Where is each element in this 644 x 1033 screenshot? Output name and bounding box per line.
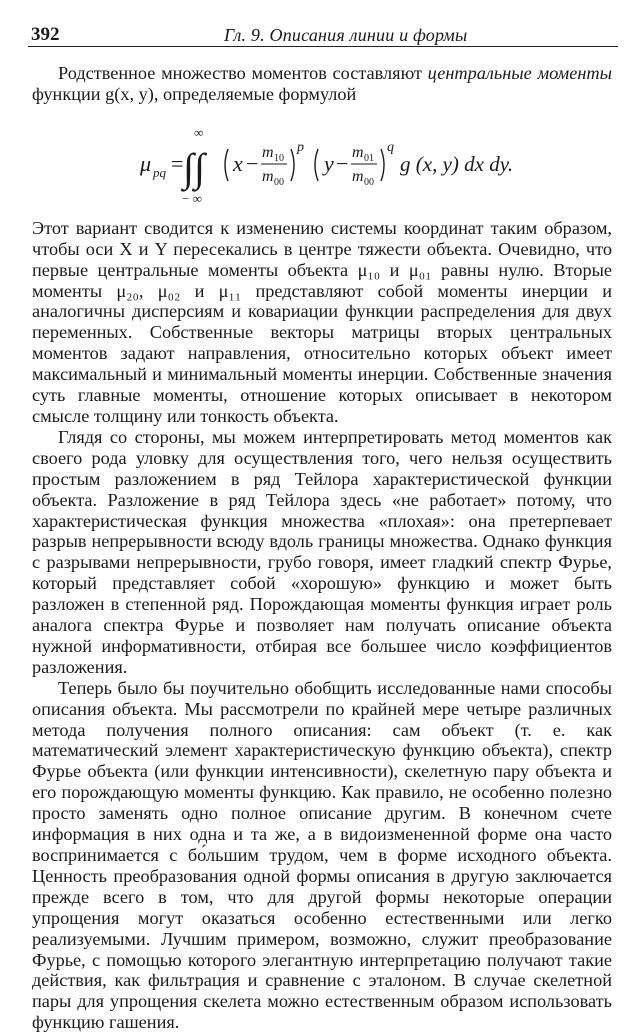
intro-term-italic: центральные моменты <box>427 63 612 83</box>
integral-upper-limit: ∞ <box>194 124 204 140</box>
right-paren-1 <box>291 149 294 181</box>
paragraph-central-moments: Этот вариант сводится к изменению системы координат таким образом, чтобы оси X и Y пересекались в центре тяжести объекта. Очевидно, что первые центральные моменты объекта μ₁₀ и μ₀₁ равны нулю. Вторые моменты μ₂₀, μ₀₂ и μ₁₁ представляют собой моменты инерции и аналогичны дисперсиям и ковариации функции распределения для двух переменных. Собственные векторы матрицы вторых центральных моментов задают направления, относительно которых объект имеет максимальный и минимальный моменты инерции. Собственные значения суть главные моменты, отношение которых описывает в некотором смысле толщину или тонкость объекта. <box>32 217 612 426</box>
formula-exponent-q: q <box>387 139 394 155</box>
central-moments-formula <box>32 105 612 218</box>
formula-m00-b: m <box>352 167 364 185</box>
left-paren-1 <box>225 149 228 181</box>
formula-m01: m <box>352 143 364 161</box>
formula-y: y <box>324 150 334 176</box>
integral-lower-limit: − ∞ <box>182 190 202 206</box>
paragraph-moment-method: Глядя со стороны, мы можем интерпретировать метод моментов как своего рода уловку для осуществления того, чего нельзя осуществить простым разложением в ряд Тейлора характеристической функции объекта. Разложение в ряд Тейлора здесь «не работает» потому, что характеристическая функция множества «плохая»: она претерпевает разрыв непрерывности всюду вдоль границы множества. Однако функция с разрывами непрерывности, грубо говоря, имеет гладкий спектр Фурье, который представляет собой «хорошую» функцию и может быть разложен в степенной ряд. Порождающая моменты функция играет роль аналога спектра Фурье и позволяет нам получать описание объекта нужной информативности, отбирая все большее число коэффициентов разложения. <box>32 426 612 677</box>
right-paren-2 <box>381 149 384 181</box>
intro-text-before: Родственное множество моментов составляют <box>58 63 428 83</box>
formula-exponent-p: p <box>297 139 304 155</box>
running-head <box>28 20 618 47</box>
formula-m10-subscript: 10 <box>274 152 284 164</box>
formula-graphic <box>140 105 514 218</box>
page-number: 392 <box>31 24 60 45</box>
left-paren-2 <box>315 149 318 181</box>
formula-m00-b-subscript: 00 <box>364 176 374 188</box>
formula-m00-a: m <box>262 167 274 185</box>
intro-text-after: функции g(x, y), определяемые формулой <box>32 83 357 104</box>
integral-sign: ∫∫ <box>183 144 205 190</box>
formula-integrand: g (x, y) dx dy. <box>400 151 514 176</box>
body-text <box>32 63 612 1033</box>
formula-equals: = <box>171 150 184 176</box>
paragraph-description-methods: Теперь было бы поучительно обобщить исследованные нами способы описания объекта. Мы рассмотрели по крайней мере четыре различных метода получения полного описания: сам объект (т. е. как математический элемент характеристическую функцию объекта), спектр Фурье объекта (или функции интенсивности), скелетную пару объекта и его порождающую моменты функцию. Как правило, не особенно полезно просто заменять одно полное описание другим. В конечном счете информация в них одна и та же, а в видоизмененной форме она часто воспринимается с бо́льшим трудом, чем в форме исходного объекта. Ценность преобразования одной формы описания в другую заключается прежде всего в том, что для другой формы некоторые операции упрощения могут оказаться особенно естественными или легко реализуемыми. Лучшим примером, возможно, служит преобразование Фурье, с помощью которого элегантную интерпретацию получают такие действия, как фильтрация и сравнение с эталоном. В случае скелетной пары для упрощения скелета можно естественным образом использовать функцию гашения. <box>32 677 612 1033</box>
formula-minus-2: − <box>336 150 349 176</box>
paragraph-intro <box>32 63 612 105</box>
formula-mu: μ <box>140 150 152 176</box>
formula-m01-subscript: 01 <box>364 152 374 164</box>
formula-m10: m <box>262 143 274 161</box>
formula-m00-a-subscript: 00 <box>274 176 284 188</box>
formula-x: x <box>233 150 243 176</box>
formula-mu-subscript: pq <box>153 164 166 180</box>
chapter-title: Гл. 9. Описания линии и формы <box>224 25 468 45</box>
formula-minus-1: − <box>246 150 259 176</box>
